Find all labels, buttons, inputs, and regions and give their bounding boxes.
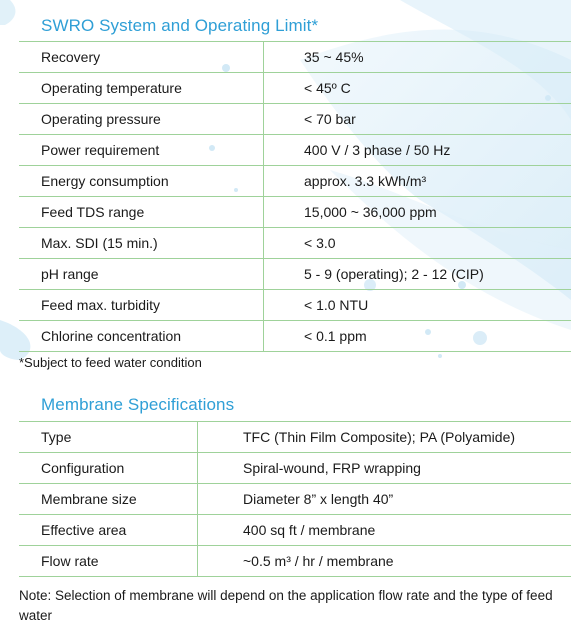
system-limit-table	[19, 41, 571, 352]
table-row	[19, 197, 571, 228]
row-value: 35 ~ 45%	[304, 49, 364, 65]
row-value: < 70 bar	[304, 111, 356, 127]
table-row	[19, 546, 571, 577]
row-label: Feed max. turbidity	[19, 290, 264, 320]
row-label: Feed TDS range	[19, 197, 264, 227]
table-row	[19, 484, 571, 515]
row-label: Flow rate	[19, 546, 198, 576]
row-label: Operating pressure	[19, 104, 264, 134]
table-row	[19, 73, 571, 104]
row-value: approx. 3.3 kWh/m³	[304, 173, 427, 189]
row-value: < 1.0 NTU	[304, 297, 369, 313]
table-row	[19, 321, 571, 352]
table-row	[19, 135, 571, 166]
row-label: Membrane size	[19, 484, 198, 514]
table-row	[19, 515, 571, 546]
table-row	[19, 228, 571, 259]
operating-limit-footnote: *Subject to feed water condition	[19, 355, 202, 370]
row-value: 400 V / 3 phase / 50 Hz	[304, 142, 451, 158]
table-row	[19, 453, 571, 484]
membrane-selection-note: Note: Selection of membrane will depend on the application flow rate and the type of feed water	[19, 588, 553, 623]
row-label: Type	[19, 422, 198, 452]
row-value: Diameter 8” x length 40”	[243, 491, 394, 507]
row-value: 400 sq ft / membrane	[243, 522, 376, 538]
row-label: Effective area	[19, 515, 198, 545]
row-value: < 3.0	[304, 235, 336, 251]
row-value: < 0.1 ppm	[304, 328, 367, 344]
table-row	[19, 421, 571, 453]
row-value: 15,000 ~ 36,000 ppm	[304, 204, 437, 220]
row-value: Spiral-wound, FRP wrapping	[243, 460, 421, 476]
membrane-spec-title: Membrane Specifications	[41, 395, 235, 414]
row-value: 5 - 9 (operating); 2 - 12 (CIP)	[304, 266, 484, 282]
row-label: Power requirement	[19, 135, 264, 165]
row-label: Recovery	[19, 42, 264, 72]
table-row	[19, 166, 571, 197]
row-label: Energy consumption	[19, 166, 264, 196]
row-value: TFC (Thin Film Composite); PA (Polyamide)	[243, 429, 516, 445]
system-limit-title: SWRO System and Operating Limit*	[41, 16, 319, 35]
table-row	[19, 104, 571, 135]
row-label: Operating temperature	[19, 73, 264, 103]
row-label: Chlorine concentration	[19, 321, 264, 351]
row-value: ~0.5 m³ / hr / membrane	[243, 553, 394, 569]
table-row	[19, 290, 571, 321]
row-label: Max. SDI (15 min.)	[19, 228, 264, 258]
table-row	[19, 41, 571, 73]
row-label: pH range	[19, 259, 264, 289]
membrane-spec-table	[19, 421, 571, 577]
row-label: Configuration	[19, 453, 198, 483]
table-row	[19, 259, 571, 290]
row-value: < 45º C	[304, 80, 351, 96]
